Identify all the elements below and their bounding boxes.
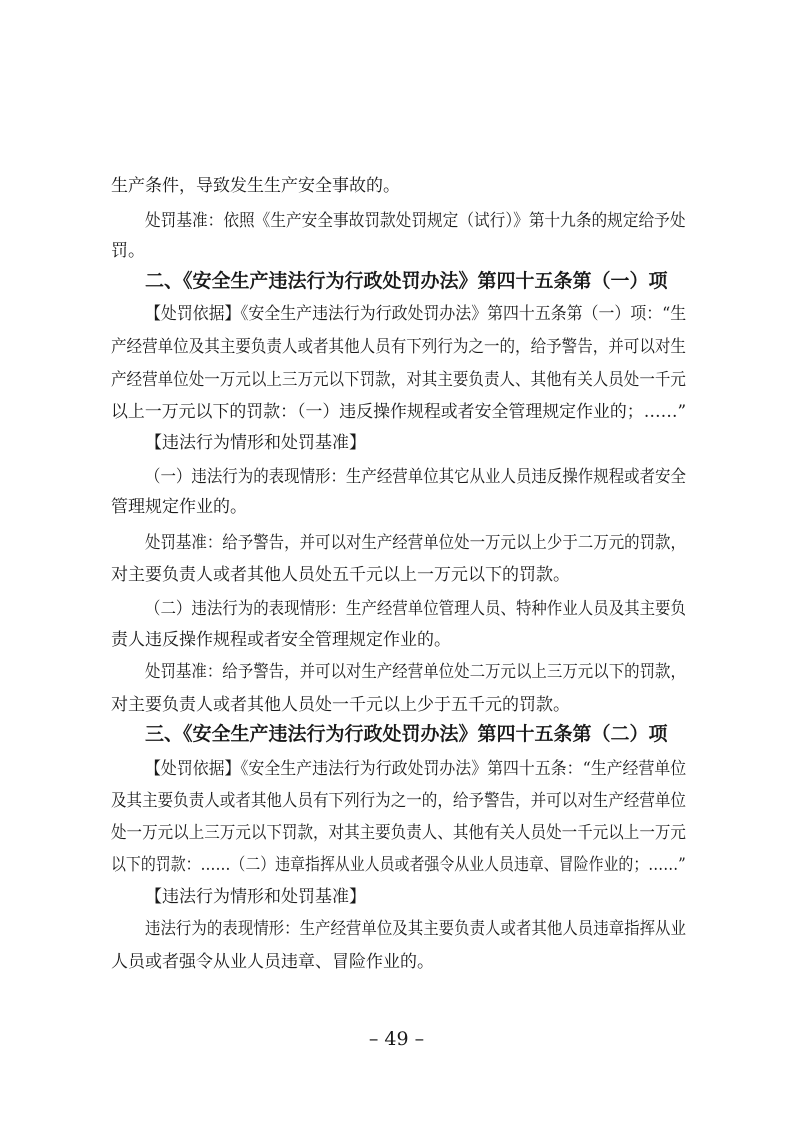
paragraph-line: （一）违法行为的表现情形：生产经营单位其它从业人员违反操作规程或者安全 bbox=[145, 467, 686, 487]
paragraph-line: 以下的罚款：……（二）违章指挥从业人员或者强令从业人员违章、冒险作业的；……” bbox=[111, 855, 686, 875]
paragraph-line: 处一万元以上三万元以下罚款，对其主要负责人、其他有关人员处一千元以上一万元 bbox=[111, 823, 686, 843]
paragraph-line: 及其主要负责人或者其他人员有下列行为之一的，给予警告，并可以对生产经营单位 bbox=[111, 791, 686, 811]
paragraph-line: 处罚基准：依照《生产安全事故罚款处罚规定（试行）》第十九条的规定给予处 bbox=[145, 211, 686, 231]
paragraph-line: 【处罚依据】《安全生产违法行为行政处罚办法》第四十五条：“生产经营单位 bbox=[145, 759, 687, 779]
subsection-label: 【违法行为情形和处罚基准】 bbox=[145, 887, 366, 907]
paragraph-line: 以上一万元以下的罚款：（一）违反操作规程或者安全管理规定作业的；……” bbox=[111, 402, 687, 422]
subsection-label: 【违法行为情形和处罚基准】 bbox=[145, 433, 366, 453]
paragraph-line: 对主要负责人或者其他人员处五千元以上一万元以下的罚款。 bbox=[111, 565, 570, 585]
paragraph-line: 生产条件，导致发生生产安全事故的。 bbox=[111, 176, 400, 196]
section-heading: 二、《安全生产违法行为行政处罚办法》第四十五条第（一）项 bbox=[145, 270, 668, 292]
paragraph-line: 责人违反操作规程或者安全管理规定作业的。 bbox=[111, 630, 451, 650]
paragraph-line: 违法行为的表现情形：生产经营单位及其主要负责人或者其他人员违章指挥从业 bbox=[145, 919, 686, 939]
paragraph-line: 处罚基准：给予警告，并可以对生产经营单位处二万元以上三万元以下的罚款， bbox=[145, 662, 686, 682]
page-number: – 49 – bbox=[368, 1028, 425, 1050]
paragraph-line: 管理规定作业的。 bbox=[111, 497, 247, 517]
paragraph-line: 产经营单位及其主要负责人或者其他人员有下列行为之一的，给予警告，并可以对生 bbox=[111, 337, 686, 357]
paragraph-line: 产经营单位处一万元以上三万元以下罚款，对其主要负责人、其他有关人员处一千元 bbox=[111, 370, 686, 390]
paragraph-line: 罚。 bbox=[111, 241, 145, 261]
section-heading: 三、《安全生产违法行为行政处罚办法》第四十五条第（二）项 bbox=[145, 723, 668, 745]
paragraph-line: （二）违法行为的表现情形：生产经营单位管理人员、特种作业人员及其主要负 bbox=[145, 599, 686, 619]
paragraph-line: 对主要负责人或者其他人员处一千元以上少于五千元的罚款。 bbox=[111, 695, 570, 715]
paragraph-line: 【处罚依据】《安全生产违法行为行政处罚办法》第四十五条第（一）项：“生 bbox=[145, 304, 687, 324]
paragraph-line: 处罚基准：给予警告，并可以对生产经营单位处一万元以上少于二万元的罚款， bbox=[145, 533, 686, 553]
paragraph-line: 人员或者强令从业人员违章、冒险作业的。 bbox=[111, 952, 434, 972]
